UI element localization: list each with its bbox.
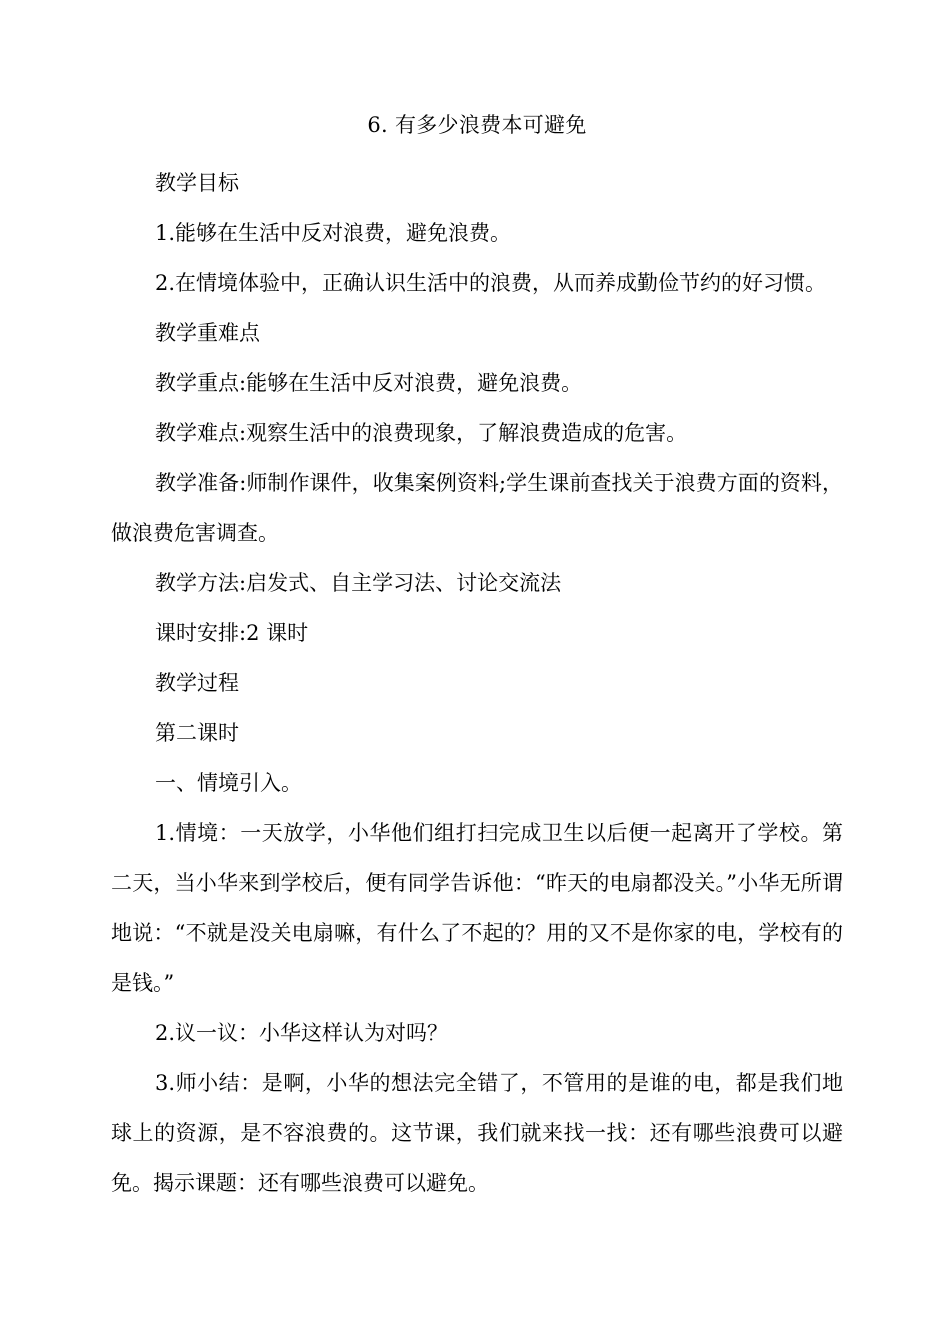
goal-item-2: 2.在情境体验中，正确认识生活中的浪费，从而养成勤俭节约的好习惯。 — [155, 271, 827, 295]
section-scenario-intro: 一、情境引入。 — [155, 771, 302, 795]
difficult-point: 教学难点:观察生活中的浪费现象，了解浪费造成的危害。 — [155, 421, 688, 445]
teaching-methods: 教学方法:启发式、自主学习法、讨论交流法 — [155, 571, 562, 595]
teacher-summary: 3.师小结：是啊，小华的想法完全错了，不管用的是谁的电，都是我们地球上的资源，是不容浪费的。这节课，我们就来找一找：还有哪些浪费可以避免。揭示课题：还有哪些浪费可以避免。 — [111, 1071, 843, 1195]
heading-teaching-process: 教学过程 — [155, 671, 239, 695]
document-title: 6. 有多少浪费本可避免 — [367, 113, 587, 137]
teaching-preparation: 教学准备:师制作课件，收集案例资料;学生课前查找关于浪费方面的资料，做浪费危害调查。 — [111, 471, 843, 545]
scenario-story: 1.情境：一天放学，小华他们组打扫完成卫生以后便一起离开了学校。第二天，当小华来到学校后，便有同学告诉他：“昨天的电扇都没关。”小华无所谓地说：“不就是没关电扇嘛，有什么了不起的？用的又不是你家的电，学校有的是钱。” — [111, 821, 843, 995]
class-schedule: 课时安排:2 课时 — [155, 621, 309, 645]
heading-teaching-goals: 教学目标 — [155, 171, 239, 195]
discussion-question: 2.议一议：小华这样认为对吗？ — [155, 1021, 449, 1045]
key-point: 教学重点:能够在生活中反对浪费，避免浪费。 — [155, 371, 583, 395]
heading-key-points: 教学重难点 — [155, 321, 260, 345]
goal-item-1: 1.能够在生活中反对浪费，避免浪费。 — [155, 221, 512, 245]
heading-second-lesson: 第二课时 — [155, 721, 239, 745]
document-body — [111, 108, 843, 1208]
